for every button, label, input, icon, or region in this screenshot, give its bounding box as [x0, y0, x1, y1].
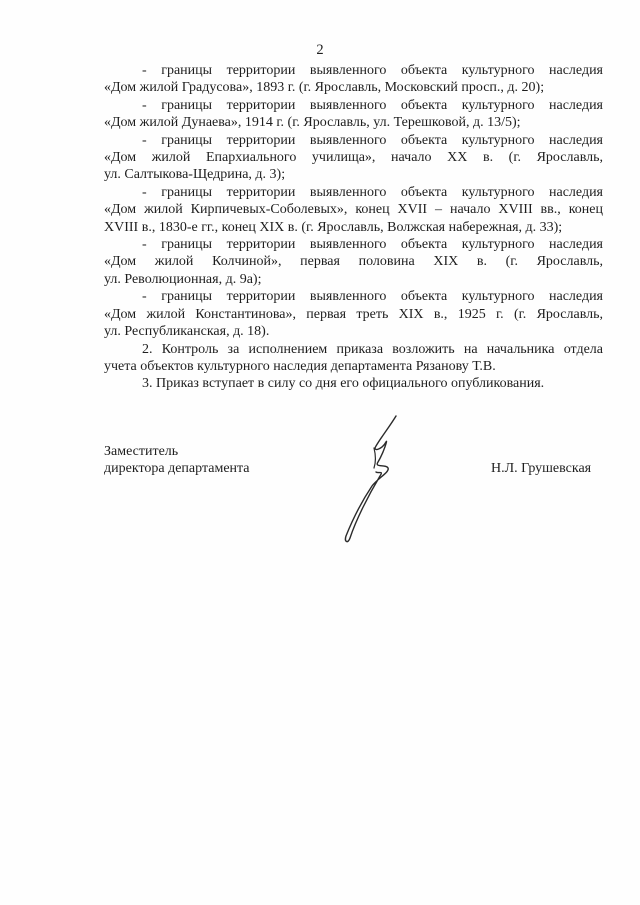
clause-line: учета объектов культурного наследия департамента Рязанову Т.В. [104, 358, 496, 374]
list-item-line: «Дом жилой Колчиной», первая половина XIX в. (г. Ярославль, [104, 254, 603, 270]
list-item-line: - границы территории выявленного объекта культурного наследия [142, 289, 603, 305]
list-item [104, 62, 603, 97]
signer-title-line: Заместитель [104, 444, 179, 459]
signer-name: Н.Л. Грушевская [491, 461, 592, 476]
page-number: 2 [316, 42, 324, 58]
list-item-line: - границы территории выявленного объекта культурного наследия [142, 97, 603, 113]
document-body [104, 62, 603, 393]
list-item-line: «Дом жилой Градусова», 1893 г. (г. Ярославль, Московский просп., д. 20); [104, 80, 545, 96]
list-item-line: ул. Республиканская, д. 18). [104, 324, 270, 340]
signer-title [104, 443, 250, 478]
list-item-line: «Дом жилой Дунаева», 1914 г. (г. Ярославль, ул. Терешковой, д. 13/5); [104, 115, 521, 131]
list-item-line: - границы территории выявленного объекта культурного наследия [142, 184, 603, 200]
list-item-line: ул. Салтыкова-Щедрина, д. 3); [104, 167, 286, 183]
list-item [104, 184, 603, 236]
list-item-line: «Дом жилой Константинова», первая треть XIX в., 1925 г. (г. Ярославль, [104, 306, 603, 322]
handwritten-signature [338, 412, 418, 550]
list-item-line: - границы территории выявленного объекта культурного наследия [142, 132, 603, 148]
list-item [104, 132, 603, 184]
list-item-line: ул. Революционная, д. 9а); [104, 271, 262, 287]
list-item-line: «Дом жилой Кирпичевых-Соболевых», конец XVII – начало XVIII вв., конец [104, 202, 603, 218]
clause-line: 3. Приказ вступает в силу со дня его официального опубликования. [142, 376, 545, 392]
list-item-line: - границы территории выявленного объекта культурного наследия [142, 63, 603, 78]
list-item [104, 236, 603, 288]
list-item-line: - границы территории выявленного объекта культурного наследия [142, 237, 603, 253]
clause-line: 2. Контроль за исполнением приказа возложить на начальника отдела [142, 341, 603, 357]
clause-control [104, 341, 603, 376]
signer-title-line: директора департамента [104, 461, 250, 477]
list-item [104, 97, 603, 132]
list-item-line: «Дом жилой Епархиального училища», начало XX в. (г. Ярославль, [104, 150, 603, 166]
list-item [104, 288, 603, 340]
list-item-line: XVIII в., 1830-е гг., конец XIX в. (г. Ярославль, Волжская набережная, д. 33); [104, 219, 563, 235]
clause-effective [104, 375, 603, 392]
